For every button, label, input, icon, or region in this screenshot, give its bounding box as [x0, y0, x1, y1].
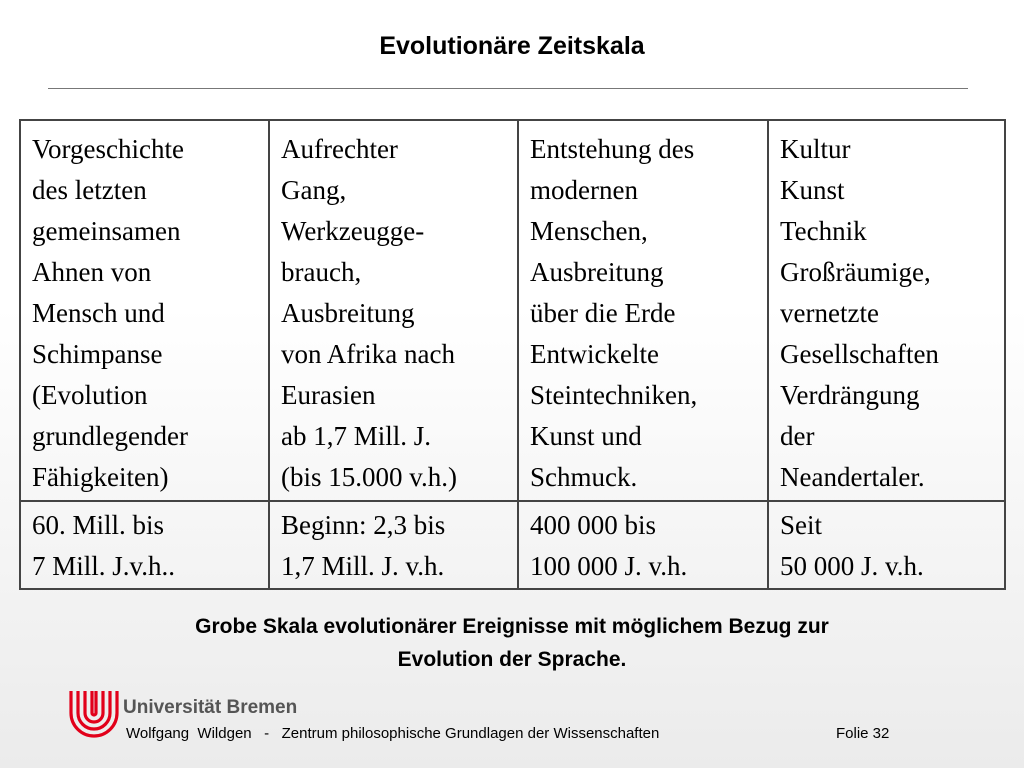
table-caption: Grobe Skala evolutionärer Ereignisse mit möglichem Bezug zur Evolution der Sprache.	[195, 615, 829, 671]
table-cell: Beginn: 2,3 bis 1,7 Mill. J. v.h.	[269, 501, 518, 589]
table-cell: Entstehung des modernen Menschen, Ausbreitung über die Erde Entwickelte Steintechniken, Kunst und Schmuck.	[518, 120, 768, 501]
university-logo-icon	[68, 689, 120, 739]
table-cell: Seit 50 000 J. v.h.	[768, 501, 1005, 589]
table-row-dates	[20, 501, 1005, 589]
slide-number: Folie 32	[836, 725, 890, 742]
table-cell: Kultur Kunst Technik Großräumige, vernetzte Gesellschaften Verdrängung der Neandertaler.	[768, 120, 1005, 501]
slide-title: Evolutionäre Zeitskala	[379, 32, 645, 60]
title-divider	[48, 88, 968, 89]
timeline-table	[19, 119, 1006, 590]
table-cell: 60. Mill. bis 7 Mill. J.v.h..	[20, 501, 269, 589]
table-cell: 400 000 bis 100 000 J. v.h.	[518, 501, 768, 589]
table-row-events	[20, 120, 1005, 501]
university-name: Universität Bremen	[123, 697, 298, 718]
table-cell: Aufrechter Gang, Werkzeugge- brauch, Ausbreitung von Afrika nach Eurasien ab 1,7 Mill. J. (bis 15.000 v.h.)	[269, 120, 518, 501]
table-cell: Vorgeschichte des letzten gemeinsamen Ahnen von Mensch und Schimpanse (Evolution grundlegender Fähigkeiten)	[20, 120, 269, 501]
footer-author: Wolfgang Wildgen - Zentrum philosophische Grundlagen der Wissenschaften	[126, 725, 660, 742]
